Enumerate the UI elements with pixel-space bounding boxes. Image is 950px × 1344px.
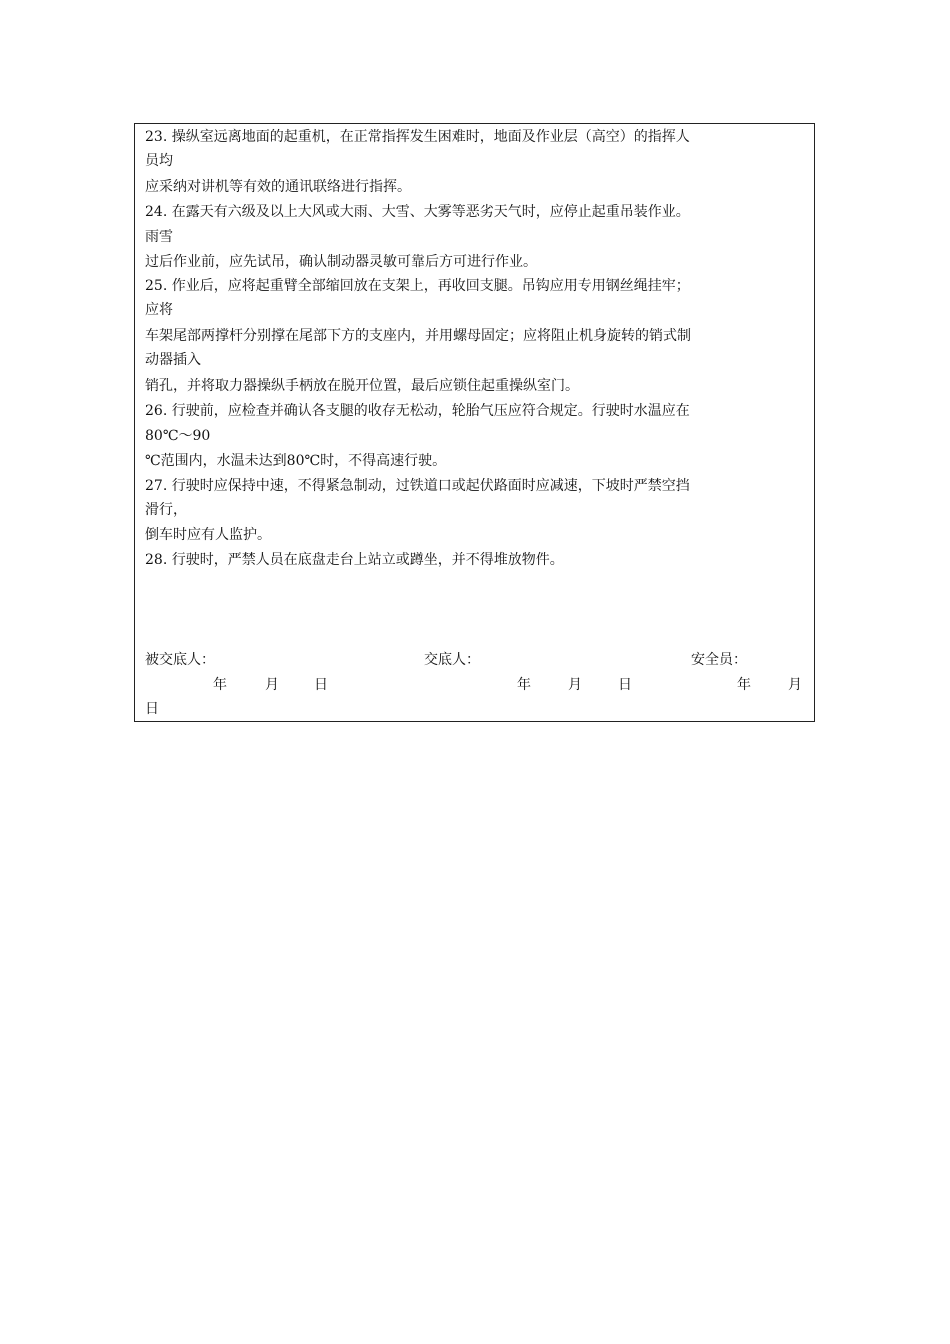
safety-officer-day: 日 — [145, 701, 159, 717]
text-line: 80℃～90 — [145, 428, 211, 444]
safety-officer-month: 月 — [788, 677, 802, 693]
safety-officer-label: 安全员： — [691, 652, 747, 668]
text-line: 26. 行驶前，应检查并确认各支腿的收存无松动，轮胎气压应符合规定。行驶时水温应在 — [145, 403, 690, 419]
text-line: 销孔，并将取力器操纵手柄放在脱开位置，最后应锁住起重操纵室门。 — [145, 378, 579, 394]
presenter-day: 日 — [618, 677, 632, 693]
text-line: 应采纳对讲机等有效的通讯联络进行指挥。 — [145, 179, 411, 195]
receiver-day: 日 — [314, 677, 328, 693]
text-line: ℃范围内，水温未达到80℃时，不得高速行驶。 — [145, 453, 447, 469]
presenter-label: 交底人： — [424, 652, 480, 668]
presenter-year: 年 — [517, 677, 531, 693]
receiver-month: 月 — [265, 677, 279, 693]
text-line: 过后作业前，应先试吊，确认制动器灵敏可靠后方可进行作业。 — [145, 254, 537, 270]
presenter-month: 月 — [568, 677, 582, 693]
receiver-year: 年 — [213, 677, 227, 693]
text-line: 23. 操纵室远离地面的起重机，在正常指挥发生困难时，地面及作业层（高空）的指挥人 — [145, 129, 690, 145]
text-line: 雨雪 — [145, 229, 173, 245]
text-line: 28. 行驶时，严禁人员在底盘走台上站立或蹲坐，并不得堆放物件。 — [145, 552, 564, 568]
text-line: 员均 — [145, 153, 173, 169]
text-line: 车架尾部两撑杆分别撑在尾部下方的支座内，并用螺母固定；应将阻止机身旋转的销式制 — [145, 328, 691, 344]
receiver-label: 被交底人： — [145, 652, 215, 668]
text-line: 应将 — [145, 302, 173, 318]
text-line: 27. 行驶时应保持中速，不得紧急制动，过铁道口或起伏路面时应减速，下坡时严禁空挡 — [145, 478, 690, 494]
text-line: 滑行， — [145, 502, 187, 518]
safety-officer-year: 年 — [737, 677, 751, 693]
text-line: 倒车时应有人监护。 — [145, 527, 271, 543]
text-line: 25. 作业后，应将起重臂全部缩回放在支架上，再收回支腿。吊钩应用专用钢丝绳挂牢； — [145, 278, 690, 294]
text-line: 动器插入 — [145, 352, 201, 368]
text-line: 24. 在露天有六级及以上大风或大雨、大雪、大雾等恶劣天气时，应停止起重吊装作业。 — [145, 204, 690, 220]
